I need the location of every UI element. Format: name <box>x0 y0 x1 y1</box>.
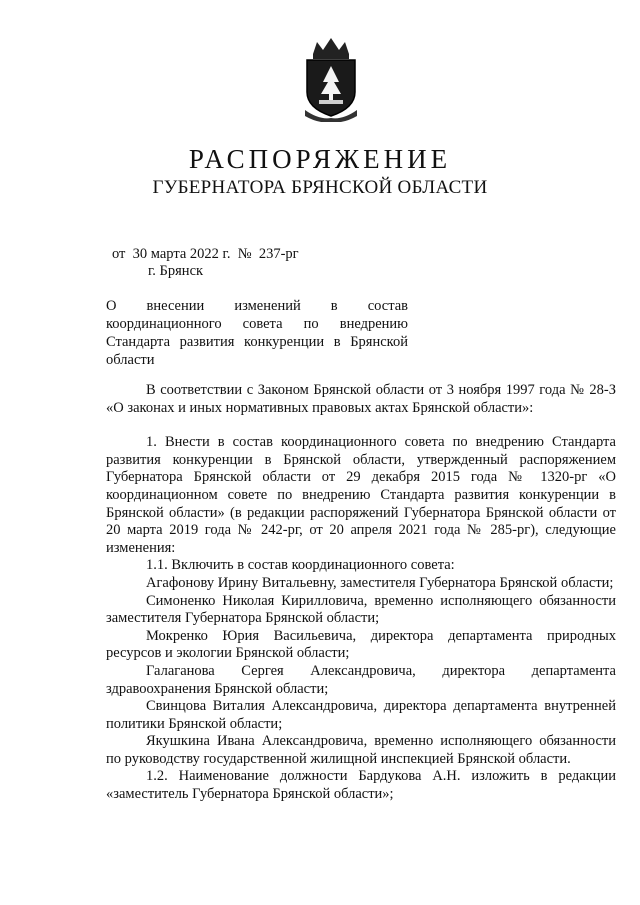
document-title: РАСПОРЯЖЕНИЕ <box>188 144 452 174</box>
paragraph: 1.1. Включить в состав координационного совета: <box>146 557 455 574</box>
date-and-number: от 30 марта 2022 г. № 237-рг <box>112 246 299 262</box>
paragraph: 1.2. Наименование должности Бардукова А.Н. изложить в редакции «заместитель Губернатора Брянской области»; <box>106 768 616 803</box>
paragraph: Симоненко Николая Кирилловича, временно исполняющего обязанности заместителя Губернатора Брянской области; <box>106 592 616 627</box>
paragraph: В соответствии с Законом Брянской области от 3 ноября 1997 года № 28-З «О законах и иных нормативных правовых актах Брянской области»: <box>106 382 616 416</box>
paragraph: 1. Внести в состав координационного совета по внедрению Стандарта развития конкуренции в Брянской области, утвержденный распоряжением Губернатора Брянской области от 29 декабря 2015 года № 1320-рг «О координационном совете по внедрению Стандарта развития конкуренции в Брянской области» (в редакции распоряжений Губернатора Брянской области от 20 марта 2019 года № 242-рг, от 20 апреля 2021 года № 285-рг), следующие изменения: <box>106 434 616 556</box>
coat-of-arms-icon <box>299 36 363 122</box>
paragraph: Агафонову Ирину Витальевну, заместителя Губернатора Брянской области; <box>146 574 614 591</box>
paragraph: Якушкина Ивана Александровича, временно исполняющего обязанности по руководству государственной жилищной инспекцией Брянской области. <box>106 733 616 767</box>
paragraph: Галаганова Сергея Александровича, директора департамента здравоохранения Брянской области; <box>106 662 616 697</box>
paragraph: Мокренко Юрия Васильевича, директора департамента природных ресурсов и экологии Брянской области; <box>106 627 616 662</box>
document-subject: О внесении изменений в состав координационного совета по внедрению Стандарта развития конкуренции в Брянской области <box>106 298 408 368</box>
city: г. Брянск <box>148 263 204 279</box>
paragraph: Свинцова Виталия Александровича, директора департамента внутренней политики Брянской области; <box>106 698 616 732</box>
document-body <box>106 382 616 804</box>
document-subtitle: ГУБЕРНАТОРА БРЯНСКОЙ ОБЛАСТИ <box>152 177 488 198</box>
